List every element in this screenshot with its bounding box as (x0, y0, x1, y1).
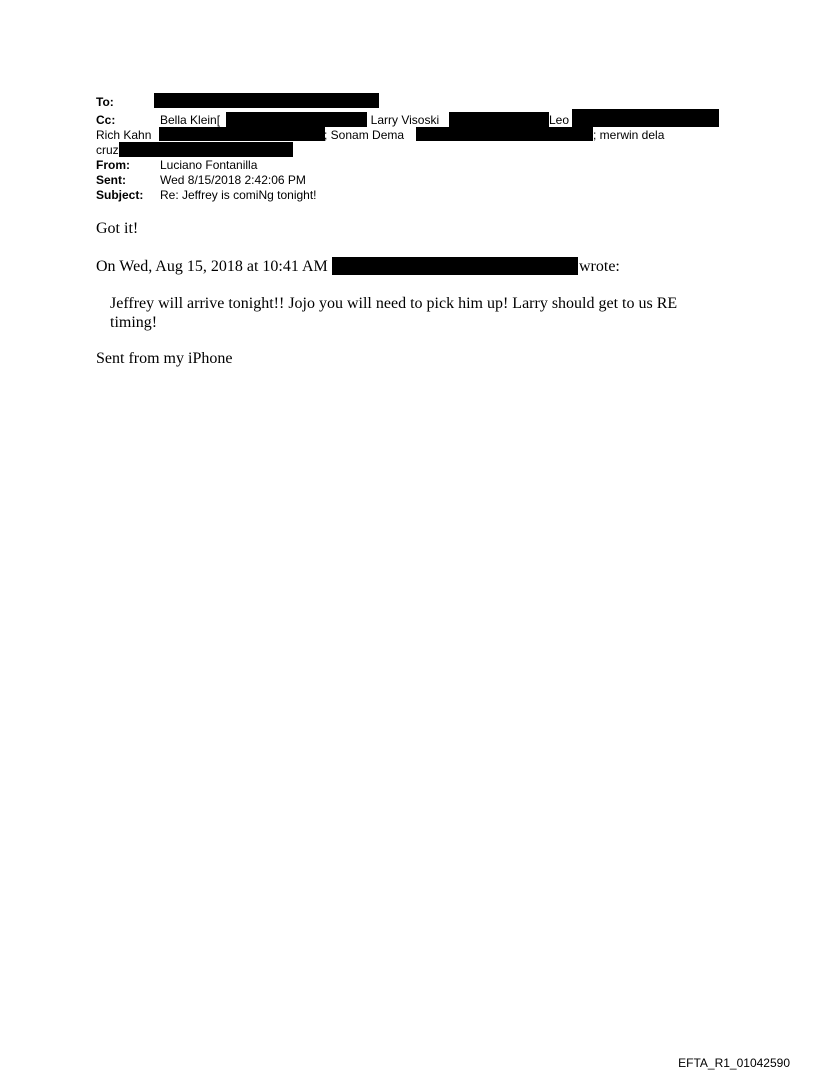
redaction-cc-5 (416, 127, 593, 141)
cc-rich: Rich Kahn (96, 128, 152, 142)
redaction-cc-4 (159, 127, 325, 141)
from-label: From: (96, 158, 130, 172)
cc-label: Cc: (96, 113, 116, 127)
cc-sonam: ; Sonam Dema (324, 128, 405, 142)
cc-merwin: ; merwin dela (593, 128, 665, 142)
sent-value: Wed 8/15/2018 2:42:06 PM (160, 173, 306, 187)
from-value: Luciano Fontanilla (160, 158, 258, 172)
quote-wrote: wrote: (579, 258, 620, 275)
reply-text: Got it! (96, 220, 139, 237)
to-label: To: (96, 95, 114, 109)
quote-intro: On Wed, Aug 15, 2018 at 10:41 AM (96, 258, 328, 275)
redaction-cc-6 (119, 142, 293, 157)
quoted-text-line-1: Jeffrey will arrive tonight!! Jojo you will need to pick him up! Larry should get to us RE (110, 295, 678, 312)
cc-bella: Bella Klein[ (160, 113, 221, 127)
sent-label: Sent: (96, 173, 126, 187)
subject-value: Re: Jeffrey is comiNg tonight! (160, 188, 317, 202)
subject-label: Subject: (96, 188, 144, 202)
redaction-sender (332, 257, 578, 275)
redaction-cc-3 (572, 109, 719, 127)
redaction-to (154, 93, 379, 108)
bates-number: EFTA_R1_01042590 (678, 1056, 790, 1070)
cc-larry: ; Larry Visoski (364, 113, 440, 127)
redaction-cc-1 (226, 112, 367, 127)
cc-leo: Leo (549, 113, 570, 127)
quoted-text-line-2: timing! (110, 314, 158, 331)
redaction-cc-2 (449, 112, 549, 127)
cc-cruz: cruz (96, 143, 119, 157)
signature: Sent from my iPhone (96, 350, 233, 367)
